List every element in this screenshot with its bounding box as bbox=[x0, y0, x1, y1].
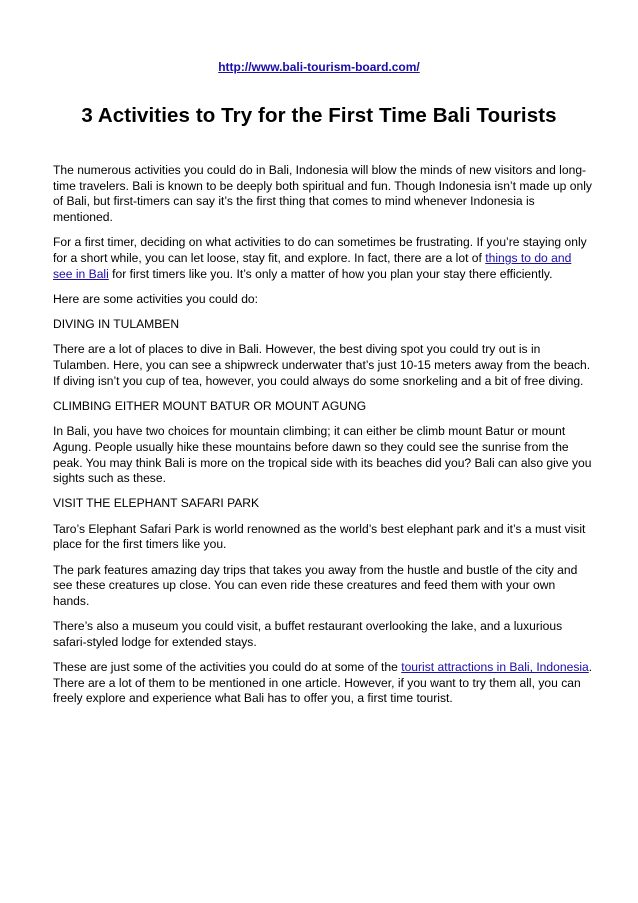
article-body bbox=[53, 163, 593, 717]
tourist-attractions-link[interactable]: tourist attractions in Bali, Indonesia bbox=[401, 660, 589, 675]
intro-paragraph-2-text-after: for first timers like you. It’s only a matter of how you plan your stay there efficiently. bbox=[108, 266, 553, 281]
closing-text-before: These are just some of the activities you could do at some of the bbox=[53, 660, 402, 675]
section-body-climbing: In Bali, you have two choices for mountain climbing; it can either be climb mount Batur or mount Agung. People usually hike these mountains before dawn so they could see the sunrise from the peak. You may think Bali is more on the tropical side with its beaches did you? Bali can also give you sights such as these. bbox=[53, 424, 592, 486]
section-body-safari-1: Taro’s Elephant Safari Park is world renowned as the world’s best elephant park and it’s a must visit place for the first timers like you. bbox=[53, 521, 586, 552]
intro-paragraph-3: Here are some activities you could do: bbox=[53, 291, 259, 306]
closing-text-after: . There are a lot of them to be mentioned in one article. However, if you want to try them all, you can freely explore and experience what Bali has to offer you, a first time tourist. bbox=[53, 660, 593, 706]
section-heading-climbing: CLIMBING EITHER MOUNT BATUR OR MOUNT AGUNG bbox=[53, 398, 367, 413]
header-url bbox=[0, 60, 638, 74]
section-heading-diving: DIVING IN TULAMBEN bbox=[53, 317, 180, 332]
page-title: 3 Activities to Try for the First Time Bali Tourists bbox=[81, 104, 557, 127]
intro-paragraph-2 bbox=[53, 235, 593, 282]
section-heading-safari: VISIT THE ELEPHANT SAFARI PARK bbox=[53, 496, 260, 511]
section-body-safari-2: The park features amazing day trips that takes you away from the hustle and bustle of the city and see these creatures up close. You can even ride these creatures and feed them with your own hands. bbox=[53, 562, 578, 608]
intro-paragraph-1: The numerous activities you could do in Bali, Indonesia will blow the minds of new visitors and long-time travelers. Bali is known to be deeply both spiritual and fun. Though Indonesia isn’t made up only of Bali, but first-timers can say it’s the first thing that comes to mind whenever Indonesia is mentioned. bbox=[53, 163, 592, 225]
closing-paragraph bbox=[53, 660, 593, 707]
header-url-link[interactable]: http://www.bali-tourism-board.com/ bbox=[218, 60, 420, 74]
intro-paragraph-2-text-before: For a first timer, deciding on what activities to do can sometimes be frustrating. If you’re staying only for a short while, you can let loose, stay fit, and explore. In fact, there are a lot of bbox=[53, 235, 587, 266]
things-to-do-link[interactable]: things to do and see in Bali bbox=[53, 251, 572, 281]
section-body-diving: There are a lot of places to dive in Bali. However, the best diving spot you could try out is in Tulamben. Here, you can see a shipwreck underwater that’s just 10-15 meters away from the beach. If diving isn’t you cup of tea, however, you could always do some snorkeling and a bit of free diving. bbox=[53, 342, 591, 388]
section-body-safari-3: There’s also a museum you could visit, a buffet restaurant overlooking the lake, and a luxurious safari-styled lodge for extended stays. bbox=[53, 619, 563, 649]
